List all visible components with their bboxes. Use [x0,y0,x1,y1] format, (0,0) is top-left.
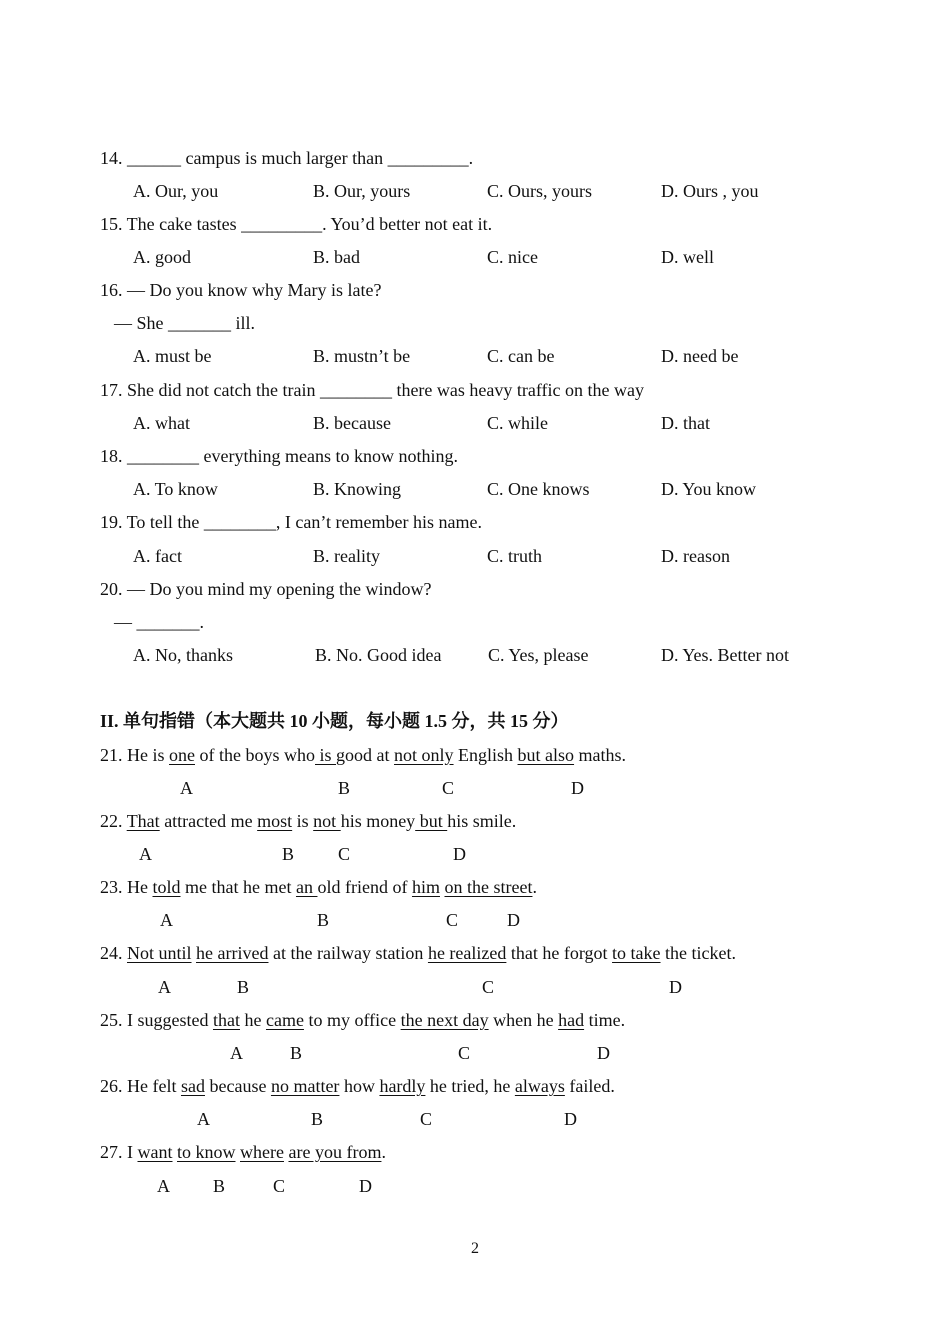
sentence-segment: attracted me [159,811,258,831]
question-24-sentence [100,942,736,964]
q18-option-c: C. One knows [487,479,590,499]
sentence-segment: time. [584,1010,626,1030]
q16-option-d: D. need be [661,346,739,366]
underlined-segment: told [152,877,181,897]
question-26-sentence [100,1075,615,1097]
underlined-segment: sad [180,1076,205,1096]
q18-option-d: D. You know [661,479,757,499]
sentence-segment: he [239,1010,266,1030]
sentence-segment: 27. I [100,1142,138,1162]
q27-letter-c: C [273,1176,286,1196]
underlined-segment: always [514,1076,565,1096]
underlined-segment: that [212,1010,240,1030]
underlined-segment: hardly [379,1076,426,1096]
question-27-sentence [100,1141,386,1163]
underlined-segment: he arrived [196,943,269,963]
q19-option-c: C. truth [487,546,543,566]
underlined-segment: the next day [400,1010,489,1030]
underlined-segment: on the street [444,877,533,897]
underlined-segment: had [558,1010,585,1030]
sentence-segment: . [381,1142,386,1162]
q19-option-b: B. reality [313,546,380,566]
q21-letter-a: A [180,778,193,798]
section-2-heading: II. 单句指错（本大题共 10 小题，每小题 1.5 分，共 15 分） [100,711,569,731]
sentence-segment: failed. [564,1076,615,1096]
q22-letter-a: A [139,844,152,864]
page-number: 2 [471,1240,479,1257]
q14-option-c: C. Ours, yours [487,181,593,201]
underlined-segment: want [137,1142,173,1162]
underlined-segment: one [169,745,195,765]
question-22-sentence [100,810,516,832]
underlined-segment: are you from [288,1142,382,1162]
sentence-segment: me that he met [180,877,296,897]
sentence-segment: is [292,811,314,831]
underlined-segment: where [240,1142,284,1162]
question-15-stem: 15. The cake tastes _________. You’d better not eat it. [100,214,493,234]
question-18-stem: 18. ________ everything means to know nothing. [100,446,458,466]
q20-option-d: D. Yes. Better not [661,645,790,665]
q24-letter-a: A [158,977,171,997]
q19-option-a: A. fact [133,546,182,566]
q20-option-b: B. No. Good idea [315,645,442,665]
underlined-segment: but also [517,745,575,765]
q17-option-d: D. that [661,413,710,433]
question-20-reply: — _______. [114,612,204,632]
sentence-segment: maths. [574,745,627,765]
sentence-segment: 25. I suggested [100,1010,213,1030]
underlined-segment: no matter [270,1076,340,1096]
sentence-segment: at the railway station [268,943,428,963]
sentence-segment: 26. He felt [100,1076,181,1096]
underlined-segment: but [415,811,448,831]
q26-letter-a: A [197,1109,210,1129]
underlined-segment: him [411,877,440,897]
q17-option-a: A. what [133,413,190,433]
sentence-segment: he tried, he [425,1076,515,1096]
sentence-segment: his money [340,811,416,831]
q17-option-c: C. while [487,413,548,433]
q16-option-a: A. must be [133,346,212,366]
q19-option-d: D. reason [661,546,730,566]
question-25-sentence [100,1009,625,1031]
q24-letter-b: B [237,977,250,997]
q27-letter-d: D [359,1176,372,1196]
q22-letter-c: C [338,844,351,864]
sentence-segment: old friend of [317,877,412,897]
q24-letter-d: D [669,977,682,997]
q16-option-c: C. can be [487,346,555,366]
underlined-segment: came [265,1010,304,1030]
q26-letter-d: D [564,1109,577,1129]
sentence-segment: his smile. [447,811,517,831]
q14-option-b: B. Our, yours [313,181,411,201]
q26-letter-b: B [311,1109,324,1129]
q18-option-a: A. To know [133,479,218,499]
question-21-sentence [100,744,626,766]
underlined-segment: is [315,745,337,765]
sentence-segment: how [339,1076,380,1096]
q25-letter-d: D [597,1043,610,1063]
sentence-segment: 24. [100,943,127,963]
q27-letter-a: A [157,1176,170,1196]
q21-letter-c: C [442,778,455,798]
sentence-segment: that he forgot [506,943,613,963]
q22-letter-b: B [282,844,295,864]
sentence-segment: of the boys who [195,745,315,765]
sentence-segment: 22. [100,811,127,831]
underlined-segment: Not until [127,943,192,963]
q25-letter-c: C [458,1043,471,1063]
underlined-segment: to know [177,1142,236,1162]
q23-letter-a: A [160,910,173,930]
q14-option-a: A. Our, you [133,181,219,201]
q24-letter-c: C [482,977,495,997]
q15-option-b: B. bad [313,247,360,267]
sentence-segment: 21. He is [100,745,169,765]
q25-letter-a: A [230,1043,243,1063]
q26-letter-c: C [420,1109,433,1129]
sentence-segment: when he [488,1010,559,1030]
q21-letter-d: D [571,778,584,798]
question-23-sentence [100,876,537,898]
q15-option-c: C. nice [487,247,538,267]
q25-letter-b: B [290,1043,303,1063]
q18-option-b: B. Knowing [313,479,402,499]
q20-option-c: C. Yes, please [488,645,589,665]
q23-letter-c: C [446,910,459,930]
q17-option-b: B. because [313,413,391,433]
underlined-segment: not [313,811,341,831]
q20-option-a: A. No, thanks [133,645,233,665]
question-16-reply: — She _______ ill. [114,313,256,333]
question-16-stem: 16. — Do you know why Mary is late? [100,280,382,300]
question-20-stem: 20. — Do you mind my opening the window? [100,579,432,599]
question-14-stem: 14. ______ campus is much larger than _________. [100,148,474,168]
underlined-segment: That [126,811,160,831]
sentence-segment: the ticket. [660,943,737,963]
underlined-segment: not only [394,745,454,765]
question-19-stem: 19. To tell the ________, I can’t remember his name. [100,512,482,532]
underlined-segment: he realized [427,943,507,963]
sentence-segment: . [532,877,537,897]
q21-letter-b: B [338,778,351,798]
q15-option-d: D. well [661,247,714,267]
underlined-segment: most [257,811,293,831]
question-17-stem: 17. She did not catch the train ________ there was heavy traffic on the way [100,380,645,400]
q23-letter-b: B [317,910,330,930]
sentence-segment: English [453,745,518,765]
q16-option-b: B. mustn’t be [313,346,411,366]
sentence-segment: 23. He [100,877,153,897]
q15-option-a: A. good [133,247,191,267]
underlined-segment: to take [612,943,661,963]
q23-letter-d: D [507,910,520,930]
q27-letter-b: B [213,1176,226,1196]
q14-option-d: D. Ours , you [661,181,759,201]
q22-letter-d: D [453,844,466,864]
sentence-segment: to my office [303,1010,401,1030]
underlined-segment: an [295,877,318,897]
sentence-segment: because [204,1076,271,1096]
sentence-segment: good at [336,745,395,765]
